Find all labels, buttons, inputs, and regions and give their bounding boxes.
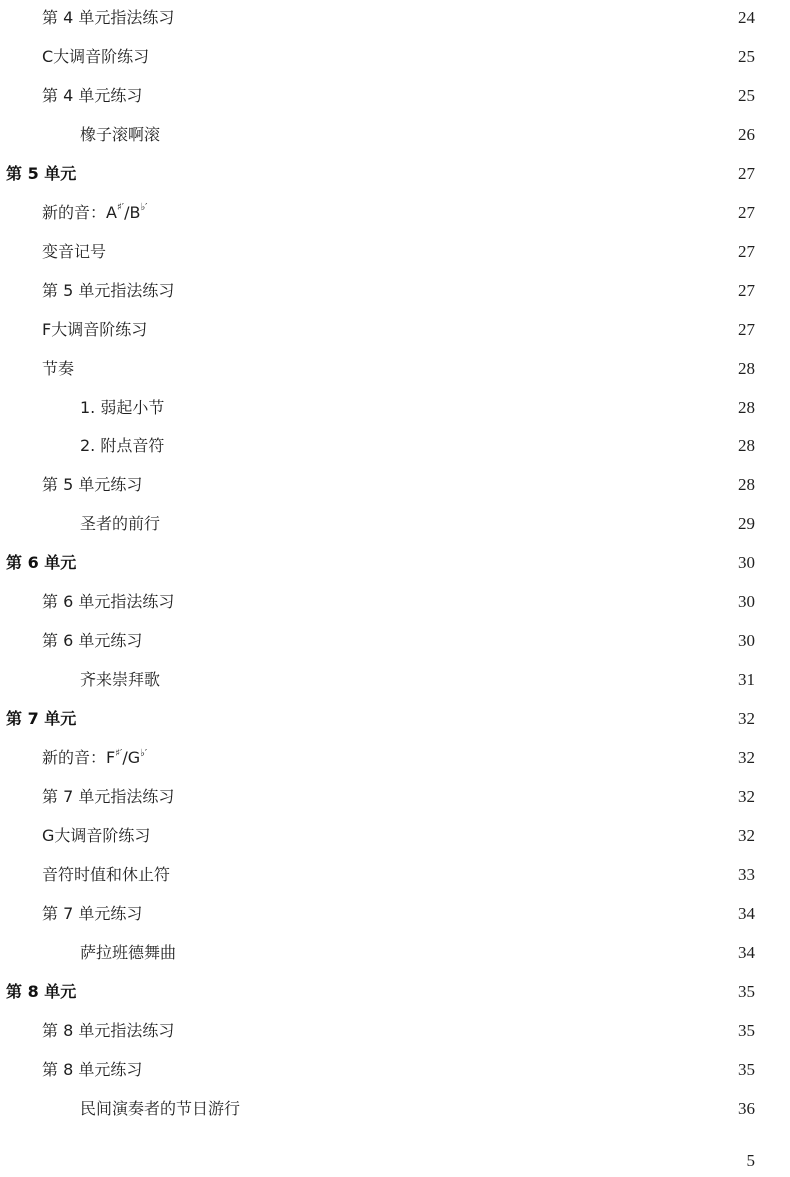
dot-leader: [157, 203, 721, 223]
toc-page-number: 32: [738, 825, 755, 845]
toc-page-number: 34: [738, 903, 755, 923]
dot-leader: [174, 436, 721, 456]
toc-entry-label: 变音记号: [42, 241, 107, 261]
toc-entry-label: 第 7 单元指法练习: [42, 787, 175, 806]
dot-leader: [179, 943, 721, 963]
dot-leader: [160, 826, 721, 846]
toc-entry[interactable]: [0, 42, 790, 72]
toc-entry-label: 民间演奏者的节日游行: [80, 1098, 241, 1118]
toc-entry-label: 萨拉班德舞曲: [80, 942, 177, 962]
toc-page-number: 30: [738, 631, 755, 651]
toc-page-number: 29: [738, 514, 755, 534]
toc-entry-label: 节奏: [42, 358, 75, 378]
toc-entry[interactable]: [0, 1016, 790, 1046]
toc-unit-heading[interactable]: [0, 704, 790, 734]
toc-entry-label: 1. 弱起小节: [80, 397, 165, 417]
dot-leader: [145, 904, 721, 924]
dot-leader: [177, 592, 721, 612]
toc-unit-heading[interactable]: [0, 159, 790, 189]
toc-entry-label: 第 5 单元: [6, 163, 77, 183]
toc-entry[interactable]: [0, 276, 790, 306]
toc-page-number: 32: [738, 787, 755, 806]
dot-leader: [79, 164, 721, 184]
toc-entry[interactable]: [0, 860, 790, 890]
dot-leader: [109, 242, 721, 262]
toc-page-number: 30: [738, 592, 755, 612]
toc-page-number: 35: [738, 981, 755, 1001]
toc-entry[interactable]: [0, 393, 790, 423]
toc-page-number: 26: [738, 124, 755, 144]
toc-entry-label: 第 6 单元练习: [42, 631, 143, 651]
dot-leader: [159, 47, 721, 67]
toc-entry-label: 橡子滚啊滚: [80, 124, 161, 144]
toc-entry[interactable]: [0, 821, 790, 851]
toc-entry-label: 第 6 单元: [6, 553, 77, 573]
dot-leader: [145, 631, 721, 651]
toc-page-number: 32: [738, 748, 755, 768]
toc-entry[interactable]: [0, 587, 790, 617]
toc-entry[interactable]: [0, 1094, 790, 1124]
dot-leader: [145, 86, 721, 106]
dot-leader: [79, 553, 721, 573]
toc-page-number: 27: [738, 241, 755, 261]
toc-entry-label: 第 7 单元练习: [42, 903, 143, 923]
toc-entry[interactable]: [0, 1055, 790, 1085]
toc-page-number: 34: [738, 942, 755, 962]
toc-entry-label: 第 6 单元指法练习: [42, 592, 175, 612]
dot-leader: [79, 709, 721, 729]
dot-leader: [163, 125, 721, 145]
toc-entry-label: 音符时值和休止符: [42, 864, 171, 884]
toc-entry-label: 第 8 单元指法练习: [42, 1020, 175, 1040]
toc-entry-label: 第 4 单元指法练习: [42, 8, 175, 27]
toc-page-number: 27: [738, 280, 755, 300]
toc-unit-heading[interactable]: [0, 977, 790, 1007]
toc-page-number: 32: [738, 709, 755, 729]
toc-entry-label: 第 5 单元指法练习: [42, 280, 175, 300]
dot-leader: [173, 865, 721, 885]
toc-page-number: 28: [738, 436, 755, 456]
toc-page-number: 28: [738, 475, 755, 495]
toc-entry-label: 2. 附点音符: [80, 436, 165, 456]
toc-page-number: 25: [738, 85, 755, 105]
dot-leader: [157, 320, 721, 340]
dot-leader: [177, 1021, 721, 1041]
toc-entry-label: 第 5 单元练习: [42, 475, 143, 495]
toc-entry-label: 第 8 单元练习: [42, 1059, 143, 1079]
toc-page-number: 33: [738, 864, 755, 884]
toc-page-number: 35: [738, 1059, 755, 1079]
toc-entry[interactable]: [0, 782, 790, 812]
toc-entry[interactable]: [0, 431, 790, 461]
toc-page-number: 36: [738, 1098, 755, 1118]
dot-leader: [174, 398, 721, 418]
toc-entry-label: 第 7 单元: [6, 709, 77, 729]
toc-entry-label: 新的音：F♯′/G♭′: [42, 747, 148, 768]
toc-entry[interactable]: [0, 3, 790, 33]
toc-entry-label: 第 8 单元: [6, 981, 77, 1001]
toc-page-number: 30: [738, 553, 755, 573]
toc-entry[interactable]: [0, 354, 790, 384]
toc-entry-label: F大调音阶练习: [42, 319, 148, 339]
toc-entry[interactable]: [0, 315, 790, 345]
dot-leader: [177, 787, 721, 807]
dot-leader: [243, 1099, 721, 1119]
dot-leader: [163, 514, 721, 534]
toc-entry[interactable]: [0, 899, 790, 929]
toc-entry[interactable]: [0, 938, 790, 968]
toc-unit-heading[interactable]: [0, 548, 790, 578]
toc-page-number: 31: [738, 670, 755, 690]
toc-page-number: 24: [738, 8, 755, 27]
toc-entry[interactable]: [0, 237, 790, 267]
dot-leader: [177, 8, 721, 28]
dot-leader: [163, 670, 721, 690]
dot-leader: [77, 359, 721, 379]
toc-entry-label: G大调音阶练习: [42, 825, 151, 845]
toc-entry[interactable]: [0, 509, 790, 539]
dot-leader: [145, 1060, 721, 1080]
toc-entry-label: 第 4 单元练习: [42, 85, 143, 105]
toc-entry[interactable]: [0, 81, 790, 111]
toc-entry[interactable]: [0, 470, 790, 500]
toc-entry[interactable]: [0, 665, 790, 695]
dot-leader: [145, 475, 721, 495]
toc-entry-label: 齐来崇拜歌: [80, 670, 161, 690]
toc-page-number: 27: [738, 202, 755, 222]
dot-leader: [157, 748, 721, 768]
toc-entry[interactable]: [0, 198, 790, 228]
dot-leader: [79, 982, 721, 1002]
toc-entry[interactable]: [0, 626, 790, 656]
toc-page-number: 35: [738, 1020, 755, 1040]
toc-entry[interactable]: [0, 743, 790, 773]
toc-page-number: 28: [738, 397, 755, 417]
toc-page-number: 28: [738, 358, 755, 378]
toc-entry-label: C大调音阶练习: [42, 46, 150, 66]
toc-entry[interactable]: [0, 120, 790, 150]
toc-page-number: 25: [738, 46, 755, 66]
toc-entry-label: 新的音：A♯′/B♭′: [42, 202, 148, 222]
toc-page-number: 27: [738, 163, 755, 183]
toc-entry-label: 圣者的前行: [80, 514, 161, 534]
toc-page-number: 27: [738, 319, 755, 339]
dot-leader: [177, 281, 721, 301]
page-number: 5: [746, 1151, 755, 1170]
